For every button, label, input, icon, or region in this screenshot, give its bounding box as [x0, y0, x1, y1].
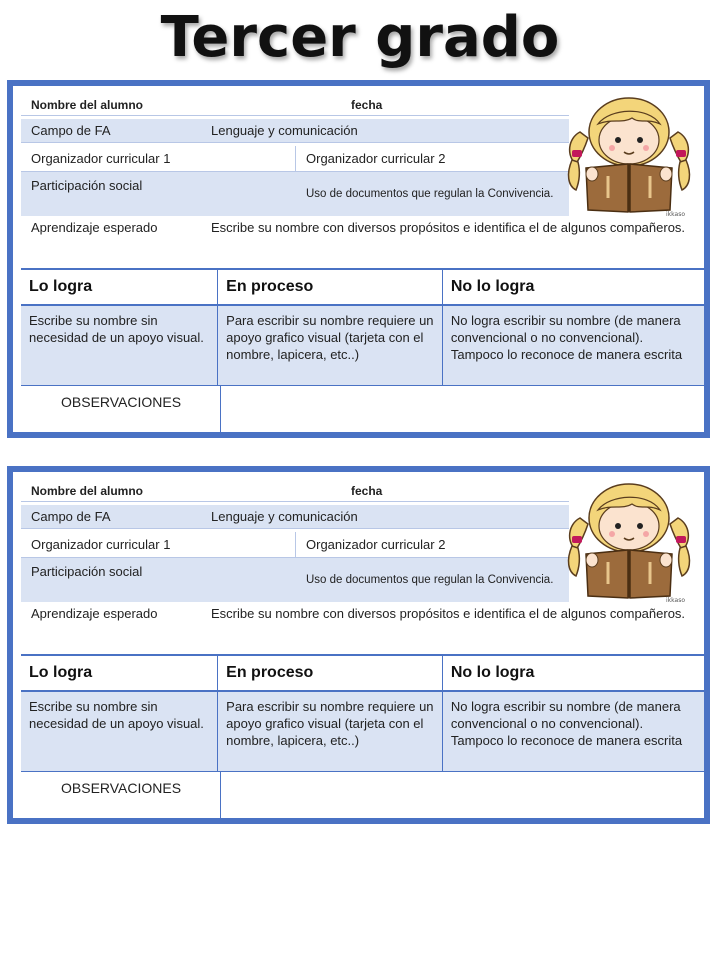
- observations-field[interactable]: [221, 386, 704, 432]
- aprendizaje-row: [21, 606, 706, 650]
- date-label: fecha: [351, 97, 383, 112]
- organizer-header-row: [21, 146, 569, 172]
- student-row: [21, 480, 569, 502]
- student-label: Nombre del alumno: [31, 97, 144, 112]
- levels-descriptions: [21, 692, 704, 772]
- observations-row: [21, 772, 704, 818]
- student-label: Nombre del alumno: [31, 483, 144, 498]
- org2-label: Organizador curricular 2: [306, 537, 446, 552]
- campo-value: Lenguaje y comunicación: [211, 123, 358, 138]
- org1-value: Participación social: [31, 178, 143, 193]
- campo-value: Lenguaje y comunicación: [211, 509, 358, 524]
- evaluation-card: [7, 466, 710, 824]
- level-no-lo-logra: No lo logra: [450, 664, 535, 681]
- aprendizaje-value: Escribe su nombre con diversos propósitos e identifica el de algunos compañeros.: [211, 606, 686, 621]
- image-signature: ikkaso: [666, 597, 685, 604]
- levels-descriptions: [21, 306, 704, 386]
- campo-label: Campo de FA: [31, 123, 111, 138]
- date-label: fecha: [351, 483, 383, 498]
- campo-label: Campo de FA: [31, 509, 111, 524]
- org1-value: Participación social: [31, 564, 143, 579]
- org1-label: Organizador curricular 1: [21, 146, 296, 171]
- student-row: [21, 94, 569, 116]
- org1-label: Organizador curricular 1: [21, 532, 296, 557]
- org2-value: Uso de documentos que regulan la Convivencia.: [306, 188, 554, 200]
- description-lo-logra: Escribe su nombre sin necesidad de un apoyo visual.: [21, 306, 218, 385]
- organizer-value-row: [21, 558, 569, 602]
- org2-value: Uso de documentos que regulan la Convivencia.: [306, 574, 554, 586]
- campo-row: [21, 505, 569, 529]
- level-en-proceso: En proceso: [218, 656, 443, 690]
- description-no-lo-logra: No logra escribir su nombre (de manera convencional o no convencional). Tampoco lo reconoce de manera escrita: [450, 313, 683, 362]
- levels-header: [21, 654, 704, 692]
- page-title: Tercer grado: [160, 5, 560, 70]
- organizer-header-row: [21, 532, 569, 558]
- level-en-proceso: En proceso: [218, 270, 443, 304]
- description-no-lo-logra: No logra escribir su nombre (de manera convencional o no convencional). Tampoco lo reconoce de manera escrita: [450, 699, 683, 748]
- level-lo-logra: Lo logra: [21, 270, 218, 304]
- girl-reading-illustration: [562, 480, 696, 604]
- observations-row: [21, 386, 704, 432]
- organizer-value-row: [21, 172, 569, 216]
- observations-field[interactable]: [221, 772, 704, 818]
- description-lo-logra: Escribe su nombre sin necesidad de un apoyo visual.: [21, 692, 218, 771]
- observations-label: OBSERVACIONES: [21, 386, 221, 432]
- levels-header: [21, 268, 704, 306]
- level-no-lo-logra: No lo logra: [450, 278, 535, 295]
- level-lo-logra: Lo logra: [21, 656, 218, 690]
- aprendizaje-row: [21, 220, 706, 264]
- aprendizaje-label: Aprendizaje esperado: [31, 606, 158, 621]
- evaluation-card: [7, 80, 710, 438]
- description-en-proceso: Para escribir su nombre requiere un apoyo grafico visual (tarjeta con el nombre, lapicera, etc..): [218, 692, 443, 771]
- aprendizaje-value: Escribe su nombre con diversos propósitos e identifica el de algunos compañeros.: [211, 220, 686, 235]
- description-en-proceso: Para escribir su nombre requiere un apoyo grafico visual (tarjeta con el nombre, lapicera, etc..): [218, 306, 443, 385]
- image-signature: ikkaso: [666, 211, 685, 218]
- org2-label: Organizador curricular 2: [306, 151, 446, 166]
- girl-reading-illustration: [562, 94, 696, 218]
- aprendizaje-label: Aprendizaje esperado: [31, 220, 158, 235]
- campo-row: [21, 119, 569, 143]
- observations-label: OBSERVACIONES: [21, 772, 221, 818]
